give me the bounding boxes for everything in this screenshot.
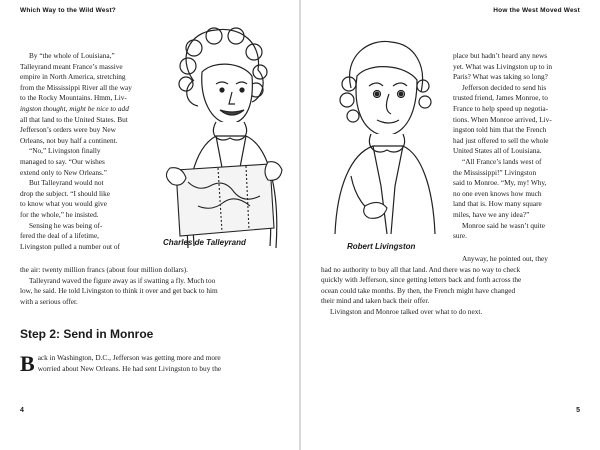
text-line: to the Rocky Mountains. Hmm, Liv- xyxy=(20,93,127,103)
text-line: place but hadn’t heard any news xyxy=(453,51,548,60)
text-line: Orleans, not buy half a continent. xyxy=(20,135,118,145)
right-page xyxy=(301,0,600,450)
text-line: from the Mississippi River all the way xyxy=(20,82,132,92)
text-line: low, he said. He told Livingston to think it over and get back to him xyxy=(20,286,218,296)
text-line: had no authority to buy all that land. And there was no way to check xyxy=(321,264,521,274)
text-line: yet. What was Livingston up to in xyxy=(453,61,552,71)
text-line: miles, have we any idea?” xyxy=(453,209,530,219)
left-page-number: 4 xyxy=(20,407,24,414)
text-line: for the whole,” he insisted. xyxy=(20,209,99,219)
text-line: said to Monroe. “My, my! Why, xyxy=(453,178,547,188)
text-line: “No,” Livingston finally xyxy=(29,146,101,156)
text-line: ack in Washington, D.C., Jefferson was getting more and more xyxy=(37,353,221,362)
text-line: ingston thought, might be nice to add xyxy=(20,103,129,113)
talleyrand-caption: Charles de Talleyrand xyxy=(163,238,246,247)
text-line: tions. When Monroe arrived, Liv- xyxy=(453,114,552,124)
text-line: to know what you would give xyxy=(20,199,107,209)
text-line: Jefferson’s orders were buy New xyxy=(20,125,116,135)
text-line: no one even knows how much xyxy=(453,188,542,198)
step-heading: Step 2: Send in Monroe xyxy=(20,327,154,341)
text-line: all that land to the United States. But xyxy=(20,114,128,124)
left-running-header: Which Way to the Wild West? xyxy=(20,7,116,14)
left-full-width-text xyxy=(20,265,278,307)
text-line: quickly with Jefferson, since getting letters back and forth across the xyxy=(321,275,522,285)
text-line: fered the deal of a lifetime, xyxy=(20,231,100,241)
text-line: Paris? What was taking so long? xyxy=(453,72,548,82)
text-line: Talleyrand meant France’s massive xyxy=(20,61,123,71)
text-line: managed to say. “Our wishes xyxy=(20,156,105,166)
livingston-caption: Robert Livingston xyxy=(347,242,416,251)
text-line: Sensing he was being of- xyxy=(29,220,103,230)
text-line: their mind and taken back their offer. xyxy=(321,296,430,306)
livingston-illustration xyxy=(325,36,443,234)
text-line: trusted friend, James Monroe, to xyxy=(453,93,548,103)
right-running-header: How the West Moved West xyxy=(493,7,580,14)
text-line: worried about New Orleans. He had sent Livingston to buy the xyxy=(37,363,222,373)
text-line: But Talleyrand would not xyxy=(29,178,104,188)
left-page xyxy=(0,0,299,450)
text-line: the air: twenty million francs (about four million dollars). xyxy=(20,265,188,274)
right-column-text xyxy=(453,51,581,242)
text-line: sure. xyxy=(453,231,467,241)
text-line: Livingston and Monroe talked over what to do next. xyxy=(330,306,483,316)
text-line: By “the whole of Louisiana,” xyxy=(29,51,115,60)
text-line: Livingston pulled a number out of xyxy=(20,241,120,251)
text-line: drop the subject. “I should like xyxy=(20,188,110,198)
text-line: Monroe said he wasn’t quite xyxy=(462,220,545,230)
text-line: the Mississippi!” Livingston xyxy=(453,167,537,177)
text-line: Anyway, he pointed out, they xyxy=(462,254,548,263)
text-line: “All France’s lands west of xyxy=(462,156,542,166)
step-paragraph xyxy=(20,353,278,374)
text-line: empire in North America, stretching xyxy=(20,72,126,82)
left-intro-column xyxy=(20,51,160,252)
right-full-width-text xyxy=(321,254,581,318)
talleyrand-illustration xyxy=(158,18,294,250)
text-line: extend only to New Orleans.” xyxy=(20,167,107,177)
drop-cap: B xyxy=(20,351,35,376)
right-page-number: 5 xyxy=(576,407,580,414)
text-line: land that is. How many square xyxy=(453,199,542,209)
text-line: ingston told him that the French xyxy=(453,125,547,135)
text-line: ocean could take months. By then, the French might have changed xyxy=(321,285,516,295)
text-line: United States all of Louisiana. xyxy=(453,146,542,156)
text-line: with a serious offer. xyxy=(20,296,78,306)
text-line: France to help speed up negotia- xyxy=(453,103,549,113)
text-line: had just offered to sell the whole xyxy=(453,135,549,145)
text-line: Talleyrand waved the figure away as if swatting a fly. Much too xyxy=(29,275,216,285)
text-line: Jefferson decided to send his xyxy=(462,82,547,92)
